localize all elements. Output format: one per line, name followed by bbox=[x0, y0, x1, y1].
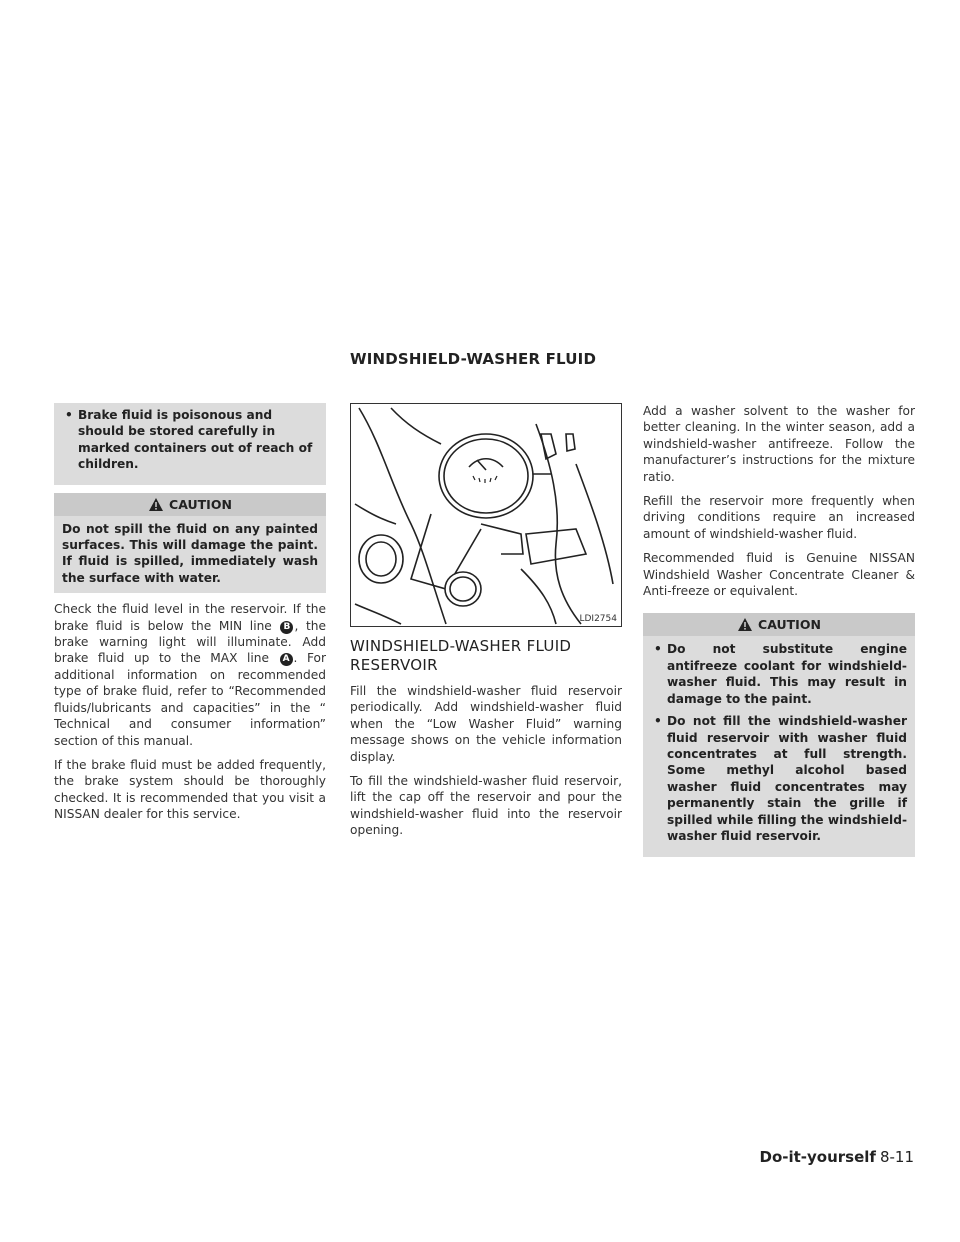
refill-paragraph: Refill the reservoir more frequently when driving conditions require an increased amount of windshield-washer fluid. bbox=[643, 494, 915, 541]
column-left bbox=[54, 403, 326, 831]
recommended-fluid-paragraph: Recommended fluid is Genuine NISSAN Windshield Washer Concentrate Cleaner & Anti-freeze or equivalent. bbox=[643, 551, 915, 599]
caution-bullet: • Do not fill the windshield-washer fluid reservoir with washer fluid concentrates at full strength. Some methyl alcohol based washer fluid concentrates may permanently stain the grille if spilled while filling the windshield-washer fluid reservoir. bbox=[651, 713, 907, 844]
page-footer bbox=[760, 1148, 915, 1166]
marker-a: A bbox=[280, 653, 293, 666]
section-title: WINDSHIELD-WASHER FLUID bbox=[350, 350, 597, 368]
warning-box bbox=[54, 403, 326, 485]
warning-bullet: • Brake fluid is poisonous and should be stored carefully in marked containers out of reach of children. bbox=[62, 407, 320, 473]
warning-triangle-icon bbox=[737, 617, 753, 632]
chapter-name: Do-it-yourself bbox=[759, 1148, 876, 1166]
figure-id: LDI2754 bbox=[579, 614, 617, 624]
fill-periodically-paragraph: Fill the windshield-washer fluid reservoir periodically. Add windshield-washer fluid when the “Low Washer Fluid” warning message shows on the vehicle information display. bbox=[350, 684, 622, 764]
brake-service-paragraph: If the brake fluid must be added frequently, the brake system should be thoroughly checked. It is recommended that you visit a NISSAN dealer for this service. bbox=[54, 757, 326, 822]
caution-body bbox=[643, 636, 915, 857]
caution-label: CAUTION bbox=[169, 496, 232, 512]
marker-b: B bbox=[280, 621, 293, 634]
brake-fluid-level-paragraph bbox=[54, 601, 326, 749]
paragraph-part: Check the fluid level in the reservoir. If the brake fluid is below the MIN line bbox=[54, 602, 326, 633]
reservoir-figure bbox=[350, 403, 622, 627]
caution-header bbox=[643, 613, 915, 636]
caution-label: CAUTION bbox=[758, 617, 821, 633]
caution-box bbox=[643, 613, 915, 857]
page-number: 8-11 bbox=[879, 1148, 914, 1166]
column-middle bbox=[350, 403, 622, 847]
reservoir-subheading: WINDSHIELD-WASHER FLUID RESERVOIR bbox=[350, 637, 572, 674]
paragraph-part: , the brake warning light will illuminate. Add brake fluid up to the MAX line bbox=[54, 618, 327, 666]
reservoir-illustration bbox=[351, 404, 621, 626]
caution-text: Do not spill the fluid on any painted surfaces. This will damage the paint. If fluid is spilled, immediately wash the surface with water. bbox=[54, 516, 326, 594]
warning-triangle-icon bbox=[148, 497, 164, 512]
caution-bullet: • Do not substitute engine antifreeze coolant for windshield-washer fluid. This may result in damage to the paint. bbox=[651, 641, 907, 707]
caution-header bbox=[54, 493, 326, 516]
column-right bbox=[643, 403, 915, 865]
fill-instructions-paragraph: To fill the windshield-washer fluid reservoir, lift the cap off the reservoir and pour the windshield-washer fluid into the reservoir opening. bbox=[350, 774, 622, 838]
paragraph-part: . For additional information on recommended type of brake fluid, refer to “Recommended fluids/lubricants and capacities” in the “ Technical and consumer information” section of this manual. bbox=[54, 651, 327, 748]
caution-box bbox=[54, 493, 326, 594]
washer-solvent-paragraph: Add a washer solvent to the washer for better cleaning. In the winter season, add a windshield-washer antifreeze. Follow the manufacturer’s instructions for the mixture ratio. bbox=[643, 404, 915, 484]
